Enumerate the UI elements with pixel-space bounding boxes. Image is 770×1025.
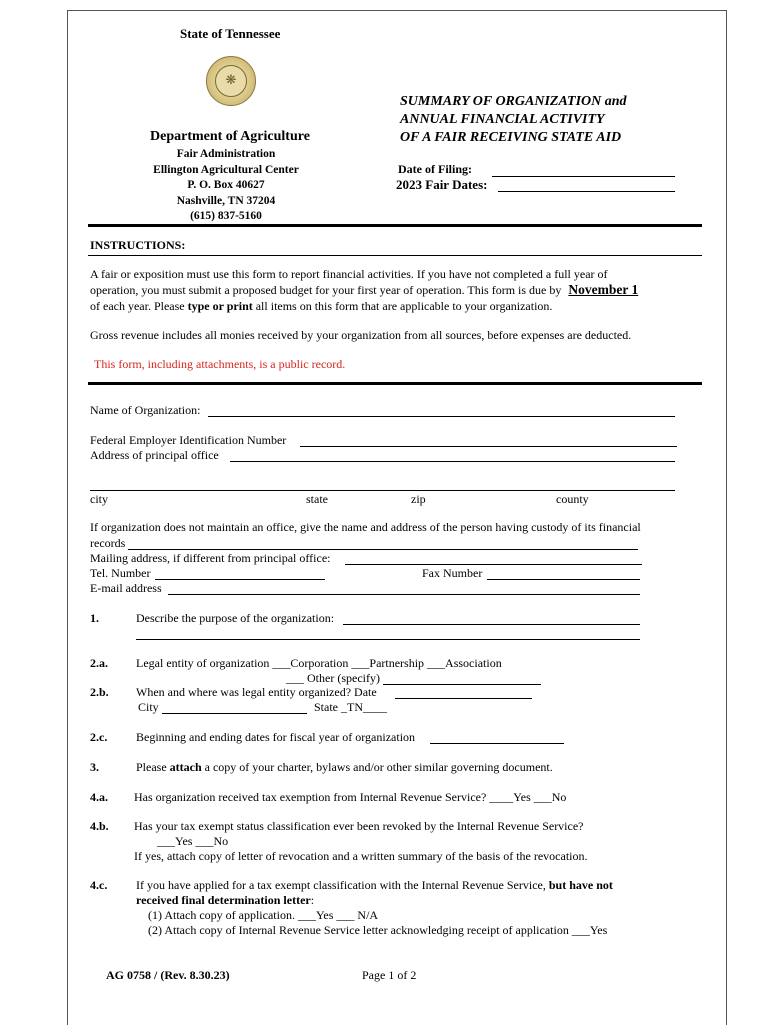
q4a-number: 4.a. [90,790,108,804]
q4c-number: 4.c. [90,878,108,892]
date-of-filing-label: Date of Filing: [398,162,472,176]
q2a-other-field[interactable] [383,684,541,685]
agency-address [140,147,312,225]
q1-number: 1. [90,611,99,625]
q4c-text-2 [136,893,314,908]
q1-field[interactable] [343,624,640,625]
q3-text-post: a copy of your charter, bylaws and/or other similar governing document. [201,760,553,774]
q4c-bold: but have not [548,878,613,892]
address-label: Address of principal office [90,448,219,462]
org-name-field[interactable] [208,416,675,417]
address-field[interactable] [230,461,675,462]
state-name: State of Tennessee [180,26,281,41]
divider [88,255,702,256]
q4c-item-2: (2) Attach copy of Internal Revenue Service letter acknowledging receipt of application ___Yes [148,923,608,937]
q1-field-2[interactable] [136,639,640,640]
mailing-label: Mailing address, if different from principal office: [90,551,331,565]
q3-attach: attach [169,760,202,774]
instructions-text: all items on this form that are applicable to your organization. [252,299,553,313]
instructions-text: of each year. Please [90,299,188,313]
form-title-line-1: SUMMARY OF ORGANIZATION and [400,94,627,109]
form-title-line-2: ANNUAL FINANCIAL ACTIVITY [400,112,605,127]
q2c-text: Beginning and ending dates for fiscal year of organization [136,730,416,744]
q2b-number: 2.b. [90,685,109,699]
instructions-line [90,298,682,314]
mailing-field[interactable] [345,564,642,565]
q4b-options: ___Yes ___No [157,834,229,848]
fair-dates-field[interactable] [498,191,675,192]
q4b-text: Has your tax exempt status classification ever been revoked by the Internal Revenue Service? [134,819,584,833]
email-label: E-mail address [90,581,162,595]
custody-label: If organization does not maintain an office, give the name and address of the person having custody of its financial [90,520,641,534]
instructions-heading: INSTRUCTIONS: [90,238,186,252]
q2b-date-field[interactable] [395,698,532,699]
custodian-field[interactable] [128,549,638,550]
q4c-bold-2: received final determination letter [136,893,311,907]
department-name: Department of Agriculture [150,129,310,144]
instructions-text: operation, you must submit a proposed budget for your first year of operation. This form is due by [90,283,565,297]
instructions-line [90,282,682,298]
address-line: Fair Administration [176,148,276,160]
form-title-line-3: OF A FAIR RECEIVING STATE AID [400,130,622,145]
address-line: P. O. Box 40627 [187,179,265,191]
records-label: records [90,536,126,550]
date-of-filing-field[interactable] [492,176,675,177]
divider [88,224,702,227]
form-number: AG 0758 / (Rev. 8.30.23) [106,968,230,982]
q2a-text: Legal entity of organization ___Corporation ___Partnership ___Association [136,656,502,670]
q4c-text-pre: If you have applied for a tax exempt classification with the Internal Revenue Service, [136,878,549,892]
email-field[interactable] [168,594,640,595]
instructions-line: A fair or exposition must use this form to report financial activities. If you have not completed a full year of [90,267,608,281]
fein-field[interactable] [300,446,677,447]
divider [88,382,702,385]
q4c-text [136,878,613,893]
fein-label: Federal Employer Identification Number [90,433,287,447]
q2b-state: State _TN____ [314,700,387,714]
instructions-paragraph [90,266,682,314]
state-caption: state [306,492,328,506]
fax-label: Fax Number [422,566,483,580]
city-state-zip-field[interactable] [90,490,675,491]
gross-revenue-note: Gross revenue includes all monies received by your organization from all sources, before expenses are deducted. [90,328,632,342]
q2b-city-field[interactable] [162,713,307,714]
tennessee-state-seal-icon: ❋ [206,56,256,106]
page-number: Page 1 of 2 [362,968,417,982]
q2b-city-label: City [138,700,159,714]
due-date: November 1 [568,282,639,297]
fair-dates-label: 2023 Fair Dates: [396,177,488,192]
fax-field[interactable] [487,579,640,580]
q1-text: Describe the purpose of the organization: [136,611,335,625]
zip-caption: zip [411,492,426,506]
city-caption: city [90,492,108,506]
county-caption: county [556,492,589,506]
address-line: Nashville, TN 37204 [176,194,276,207]
q2a-number: 2.a. [90,656,108,670]
q2c-field[interactable] [430,743,564,744]
q4c-item-1: (1) Attach copy of application. ___Yes ___ N/A [148,908,379,922]
q2a-other: ___ Other (specify) [286,671,380,685]
q4c-colon: : [310,893,315,907]
tel-field[interactable] [155,579,325,580]
address-line: Ellington Agricultural Center [153,163,299,176]
tel-label: Tel. Number [90,566,151,580]
instructions-emphasis: type or print [187,299,253,313]
q3-number: 3. [90,760,99,774]
public-record-notice: This form, including attachments, is a public record. [94,357,346,371]
q2c-number: 2.c. [90,730,108,744]
q2b-text: When and where was legal entity organized? Date [136,685,377,699]
q4b-number: 4.b. [90,819,109,833]
q3-text [136,760,553,775]
q4a-text: Has organization received tax exemption from Internal Revenue Service? ____Yes ___No [134,790,567,804]
org-name-label: Name of Organization: [90,403,201,417]
q3-text-pre: Please [136,760,170,774]
address-line: (615) 837-5160 [190,210,262,222]
q4b-note: If yes, attach copy of letter of revocation and a written summary of the basis of the revocation. [134,849,588,863]
